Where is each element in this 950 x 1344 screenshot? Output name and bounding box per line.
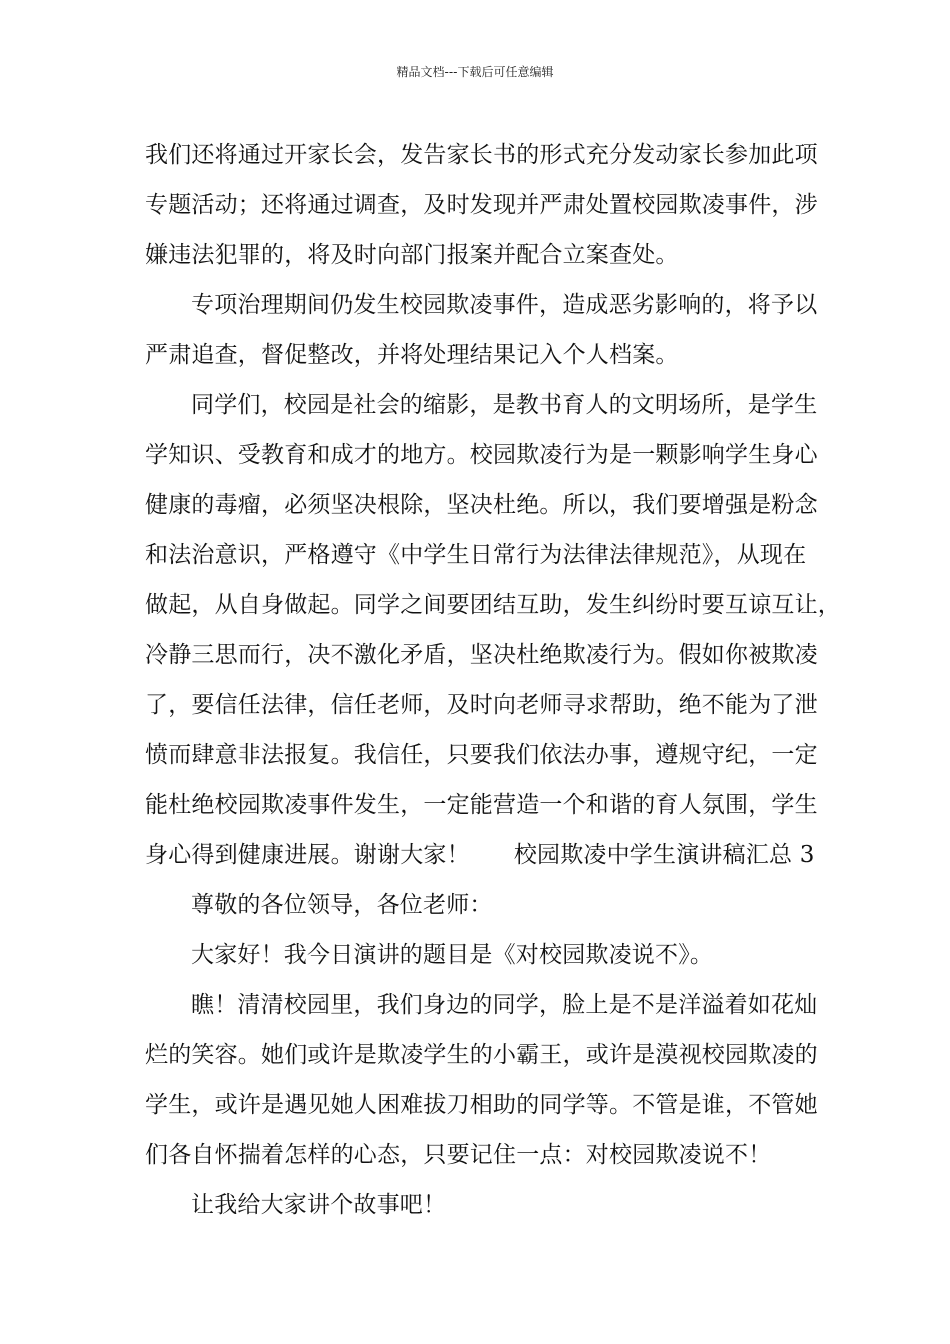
text-line: 能杜绝校园欺凌事件发生，一定能营造一个和谐的育人氛围，学生: [145, 792, 818, 818]
body-text: [145, 130, 841, 1230]
text-line: 了，要信任法律，信任老师，及时向老师寻求帮助，绝不能为了泄: [145, 692, 818, 718]
text-line: 嫌违法犯罪的，将及时向部门报案并配合立案查处。: [145, 242, 679, 268]
paragraph-start: 专项治理期间仍发生校园欺凌事件，造成恶劣影响的，将予以: [191, 292, 818, 318]
text-line: 健康的毒瘤，必须坚决根除，坚决杜绝。所以，我们要增强是粉念: [145, 492, 818, 518]
text-line: 烂的笑容。她们或许是欺凌学生的小霸王，或许是漠视校园欺凌的: [145, 1042, 818, 1068]
text-line: 做起，从自身做起。同学之间要团结互助，发生纠纷时要互谅互让，: [145, 592, 841, 618]
paragraph-start: 瞧！清清校园里，我们身边的同学，脸上是不是洋溢着如花灿: [191, 992, 818, 1018]
paragraph-start: 大家好！我今日演讲的题目是《对校园欺凌说不》。: [191, 942, 714, 968]
text-line: 专题活动；还将通过调查，及时发现并严肃处置校园欺凌事件，涉: [145, 192, 818, 218]
section-title: 校园欺凌中学生演讲稿汇总 3: [513, 842, 815, 868]
text-line-end: 身心得到健康进展。谢谢大家！: [145, 842, 470, 868]
salutation: 尊敬的各位领导，各位老师：: [191, 892, 493, 918]
paragraph-start: 让我给大家讲个故事吧！: [191, 1192, 447, 1218]
text-line: 们各自怀揣着怎样的心态，只要记住一点：对校园欺凌说不！: [145, 1142, 772, 1168]
text-line: 冷静三思而行，决不激化矛盾，坚决杜绝欺凌行为。假如你被欺凌: [145, 642, 818, 668]
text-line: 学知识、受教育和成才的地方。校园欺凌行为是一颗影响学生身心: [145, 442, 818, 468]
text-line: 学生，或许是遇见她人困难拔刀相助的同学等。不管是谁，不管她: [145, 1092, 818, 1118]
paragraph-start: 同学们，校园是社会的缩影，是教书育人的文明场所，是学生: [191, 392, 818, 418]
page-header: 精品文档---下载后可任意编辑: [396, 65, 554, 79]
text-line: 严肃追查，督促整改，并将处理结果记入个人档案。: [145, 342, 679, 368]
text-line: 我们还将通过开家长会，发告家长书的形式充分发动家长参加此项: [145, 142, 818, 168]
text-line: 愤而肆意非法报复。我信任，只要我们依法办事，遵规守纪，一定: [145, 742, 818, 768]
text-line: 和法治意识，严格遵守《中学生日常行为法律法律规范》，从现在: [145, 542, 807, 568]
text-line-with-title: [145, 830, 817, 880]
